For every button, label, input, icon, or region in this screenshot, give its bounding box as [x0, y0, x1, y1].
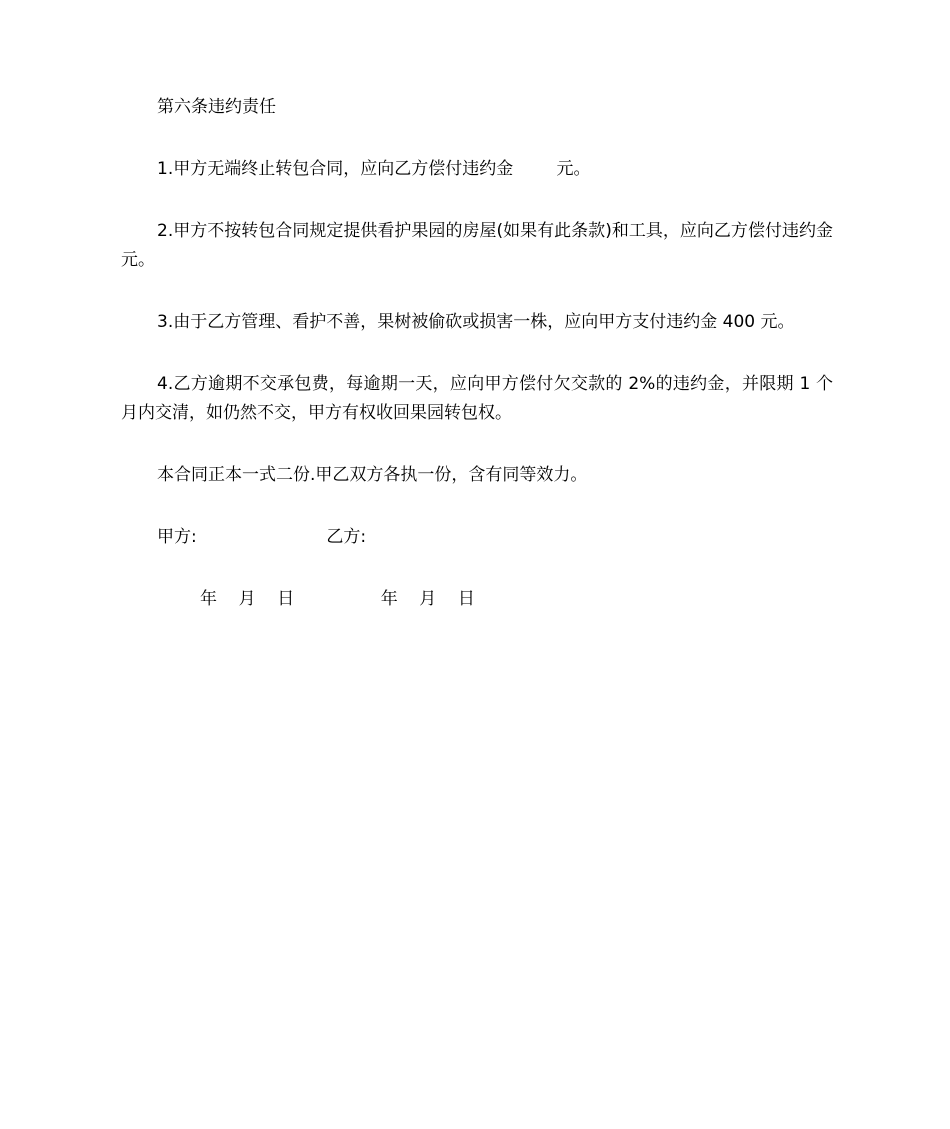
date-line: 年 月 日 年 月 日	[200, 589, 475, 609]
clause-4: 4.乙方逾期不交承包费，每逾期一天，应向甲方偿付欠交款的 2%的违约金，并限期 1 个月内交清，如仍然不交，甲方有权收回果园转包权。	[121, 374, 833, 423]
clause-3: 3.由于乙方管理、看护不善，果树被偷砍或损害一株，应向甲方支付违约金 400 元。	[157, 312, 795, 332]
validity-statement: 本合同正本一式二份.甲乙双方各执一份，含有同等效力。	[157, 465, 588, 485]
clause-2: 2.甲方不按转包合同规定提供看护果园的房屋(如果有此条款)和工具，应向乙方偿付违约金 元。	[121, 221, 888, 270]
signature-line: 甲方: 乙方:	[157, 527, 367, 547]
article-heading: 第六条违约责任	[157, 97, 276, 117]
clause-1: 1.甲方无端终止转包合同，应向乙方偿付违约金 元。	[157, 159, 591, 179]
document-body	[121, 93, 888, 614]
